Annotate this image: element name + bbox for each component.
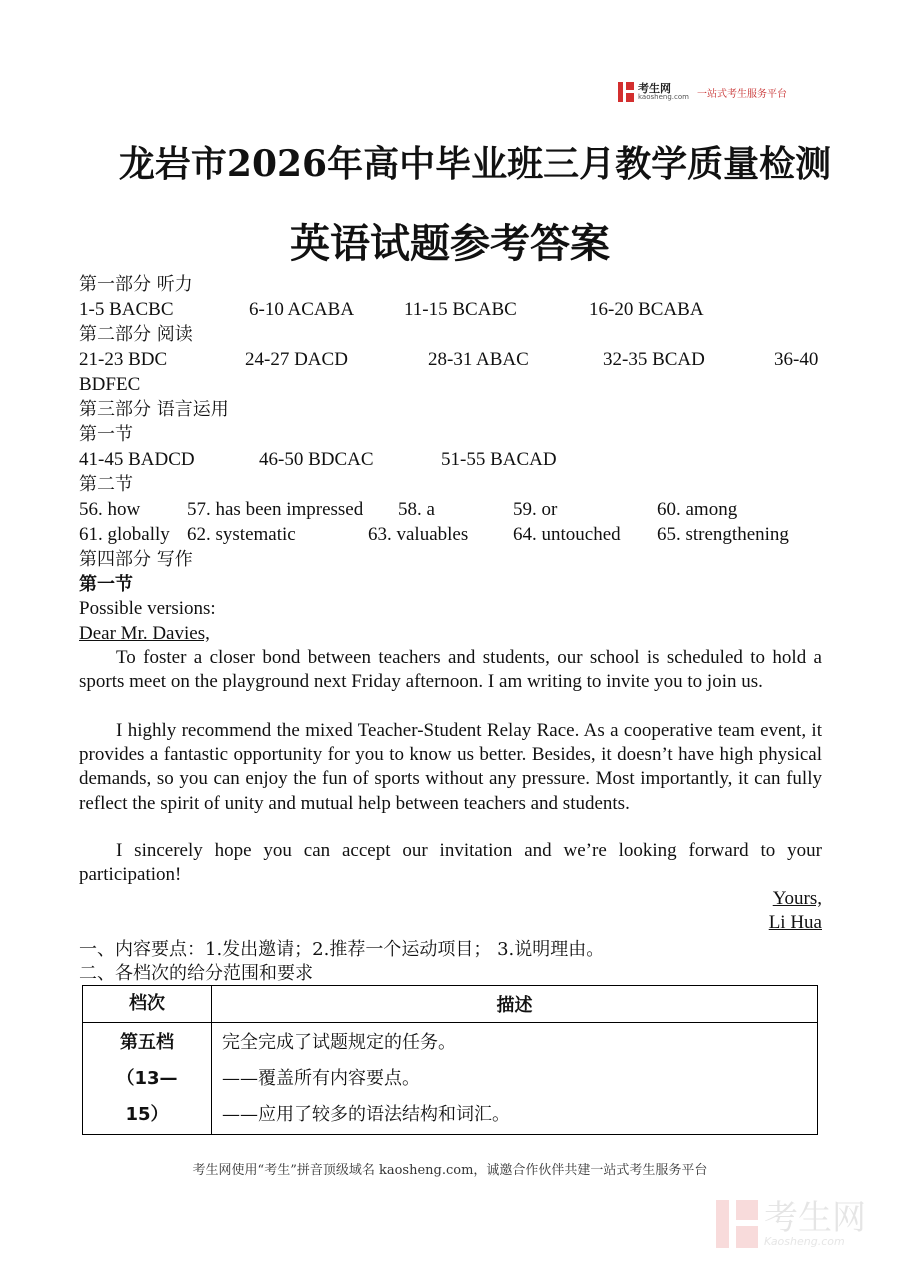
answer-item: 65. strengthening: [657, 524, 789, 545]
table-header-level: 档次: [83, 986, 212, 1023]
answer-group: 21-23 BDC: [79, 349, 168, 370]
watermark-en: Kaosheng.com: [764, 1234, 845, 1248]
logo-text: [638, 83, 689, 101]
table-cell-level: [83, 1023, 212, 1135]
answer-group: 28-31 ABAC: [428, 349, 529, 370]
table-header-row: [83, 986, 818, 1023]
watermark-text: [764, 1197, 866, 1248]
answer-item: 61. globally: [79, 524, 170, 545]
part1-heading: 第一部分 听力: [79, 274, 193, 295]
letter-paragraph-1: To foster a closer bond between teachers and students, our school is scheduled to hold a sports meet on the playground next Friday afternoon. I am writing to invite you to join us.: [79, 647, 822, 693]
answer-key-title: 英语试题参考答案: [290, 220, 610, 267]
part3-section2-heading: 第二节: [79, 474, 133, 495]
answer-item: 58. a: [398, 499, 435, 520]
answer-item: 62. systematic: [187, 524, 296, 545]
kaosheng-logo-icon: [618, 82, 634, 102]
footer-text: 考生网使用“考生”拼音顶级域名 kaosheng.com，诚邀合作伙伴共建一站式考生服务平台: [192, 1163, 708, 1178]
answer-group: 1-5 BACBC: [79, 299, 174, 320]
table-row: [83, 1023, 818, 1135]
part4-heading: 第四部分 写作: [79, 549, 193, 570]
answer-group: 6-10 ACABA: [249, 299, 355, 320]
answer-group: 24-27 DACD: [245, 349, 348, 370]
description-line: ——应用了较多的语法结构和词汇。: [222, 1104, 510, 1125]
letter-paragraph-3: I sincerely hope you can accept our invitation and we’re looking forward to your participation!: [79, 840, 822, 886]
answer-group: 36-40: [774, 349, 819, 370]
watermark-cn: 考生网: [764, 1197, 866, 1238]
part2-answers-wrap: BDFEC: [79, 374, 141, 395]
answer-item: 56. how: [79, 499, 141, 520]
letter-signature: Li Hua: [768, 912, 822, 933]
logo-en: kaosheng.com: [638, 93, 689, 101]
part4-section1-heading: 第一节: [79, 574, 133, 595]
table-header-description: 描述: [212, 986, 818, 1023]
bands-title: 二、各档次的给分范围和要求: [79, 963, 313, 984]
answer-group: 11-15 BCABC: [404, 299, 517, 320]
letter-salutation: Dear Mr. Davies,: [79, 623, 210, 644]
logo-cn: 考生网: [638, 82, 671, 95]
answer-item: 57. has been impressed: [187, 499, 364, 520]
grading-table: [82, 985, 818, 1135]
logo-slogan: 一站式考生服务平台: [696, 88, 787, 100]
level-name: 第五档: [120, 1032, 174, 1053]
answer-item: 63. valuables: [368, 524, 469, 545]
content-points: 一、内容要点：1.发出邀请；2.推荐一个运动项目； 3.说明理由。: [79, 939, 605, 960]
answer-group: 32-35 BCAD: [603, 349, 705, 370]
answer-group: 41-45 BADCD: [79, 449, 195, 470]
header-logo: [618, 82, 787, 102]
letter-closing: Yours,: [772, 888, 822, 909]
part2-heading: 第二部分 阅读: [79, 324, 193, 345]
possible-versions-label: Possible versions:: [79, 598, 216, 619]
answer-item: 64. untouched: [513, 524, 621, 545]
watermark: [716, 1197, 866, 1248]
answer-item: 59. or: [513, 499, 558, 520]
letter-paragraph-2: I highly recommend the mixed Teacher-Student Relay Race. As a cooperative team event, it provides a fantastic opportunity for you to know us better. Besides, it doesn’t have high physical demands, so you can enjoy the fun of sports without any pressure. Most importantly, it can fully reflect the spirit of unity and mutual help between teachers and students.: [79, 720, 822, 814]
level-range-start: （13—: [116, 1068, 178, 1089]
answer-group: 51-55 BACAD: [441, 449, 557, 470]
part3-section1-heading: 第一节: [79, 424, 133, 445]
part3-heading: 第三部分 语言运用: [79, 399, 229, 420]
description-line: 完全完成了试题规定的任务。: [222, 1032, 456, 1053]
exam-title: 龙岩市2026年高中毕业班三月教学质量检测: [118, 143, 832, 185]
answer-item: 60. among: [657, 499, 738, 520]
description-line: ——覆盖所有内容要点。: [222, 1068, 420, 1089]
table-cell-description: [212, 1023, 818, 1135]
watermark-logo-icon: [716, 1200, 758, 1248]
answer-group: 46-50 BDCAC: [259, 449, 374, 470]
level-range-end: 15）: [125, 1104, 169, 1125]
answer-group: 16-20 BCABA: [589, 299, 704, 320]
